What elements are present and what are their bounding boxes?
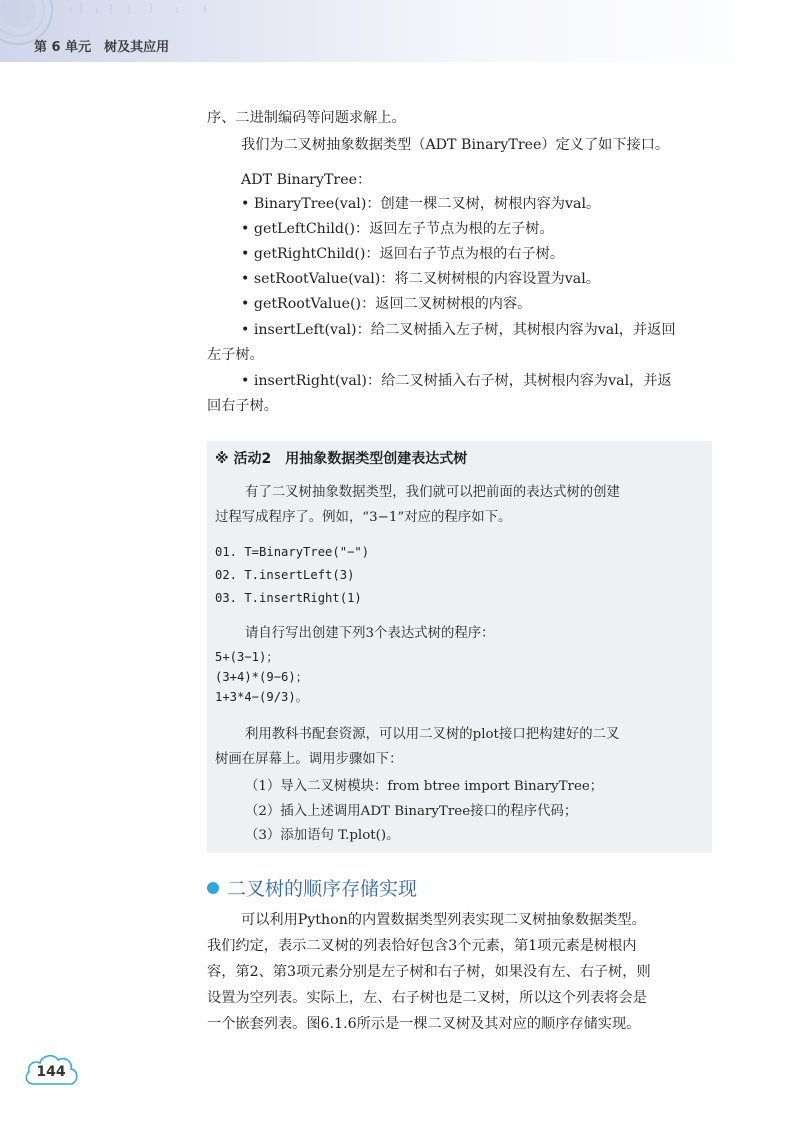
section-text: 我们约定，表示二叉树的列表恰好包含3个元素，第1项元素是树根内 [207,938,637,954]
adt-item: • getLeftChild()：返回左子节点为根的左子树。 [241,221,554,237]
expression-line: 5+(3−1)； [215,650,279,664]
expression-line: (3+4)*(9−6)； [215,670,308,684]
activity-text: 过程写成程序了。例如，“3−1”对应的程序如下。 [215,510,512,525]
section-text: 容，第2、第3项元素分别是左子树和右子树，如果没有左、右子树，则 [207,964,651,980]
adt-item: • getRightChild()：返回右子节点为根的右子树。 [241,246,565,262]
activity-text: 有了二叉树抽象数据类型，我们就可以把前面的表达式树的创建 [245,485,620,500]
adt-item-continued: 回右子树。 [207,398,278,414]
code-line: 01. T=BinaryTree("−") [215,545,370,559]
activity-step: （1）导入二叉树模块：from btree import BinaryTree； [245,779,604,794]
body-line: 序、二进制编码等问题求解上。 [207,110,406,126]
activity-step: （3）添加语句 T.plot()。 [245,828,400,843]
expression-line: 1+3*4−(9/3)。 [215,690,308,704]
adt-item: • setRootValue(val)：将二叉树树根的内容设置为val。 [241,271,600,287]
code-line: 02. T.insertLeft(3) [215,568,355,582]
code-line: 03. T.insertRight(1) [215,591,362,605]
chapter-title: 第 6 单元 树及其应用 [34,40,170,55]
adt-item: • insertRight(val)：给二叉树插入右子树，其树根内容为val，并返 [241,373,672,389]
section-text: 可以利用Python的内置数据类型列表实现二叉树抽象数据类型。 [241,912,646,928]
activity-task: 请自行写出创建下列3个表达式树的程序： [245,626,495,641]
activity-title: ※ 活动2 用抽象数据类型创建表达式树 [215,451,468,467]
activity-text: 利用教科书配套资源，可以用二叉树的plot接口把构建好的二叉 [245,727,620,742]
section-bullet-icon [207,882,219,894]
adt-item: • insertLeft(val)：给二叉树插入左子树，其树根内容为val，并返回 [241,322,676,338]
adt-item: • BinaryTree(val)：创建一棵二叉树，树根内容为val。 [241,196,601,212]
activity-step: （2）插入上述调用ADT BinaryTree接口的程序代码； [245,804,578,819]
section-text: 设置为空列表。实际上，左、右子树也是二叉树，所以这个列表将会是 [207,990,647,1006]
body-line: 我们为二叉树抽象数据类型（ADT BinaryTree）定义了如下接口。 [241,137,670,153]
section-title: 二叉树的顺序存储实现 [227,878,418,900]
page-number: 144 [36,1064,66,1080]
section-text: 一个嵌套列表。图6.1.6所示是一棵二叉树及其对应的顺序存储实现。 [207,1016,641,1032]
adt-heading: ADT BinaryTree： [241,172,372,188]
adt-item: • getRootValue()：返回二叉树树根的内容。 [241,296,532,312]
activity-text: 树画在屏幕上。调用步骤如下： [215,752,403,767]
adt-item-continued: 左子树。 [207,347,264,363]
